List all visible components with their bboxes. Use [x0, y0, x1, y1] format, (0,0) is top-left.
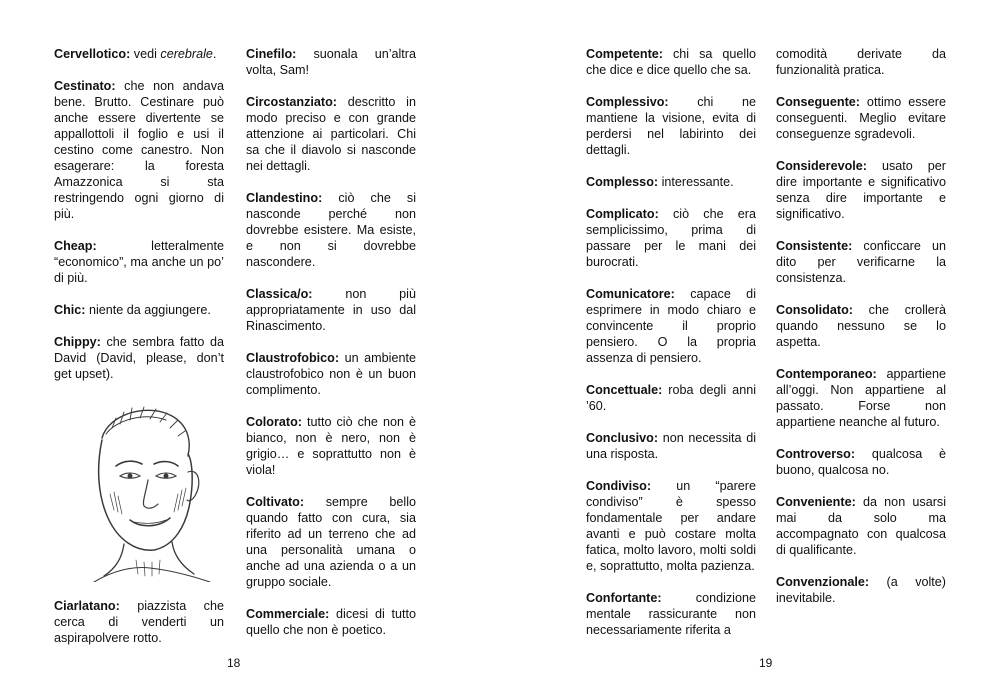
entry-definition: piazzista che cerca di venderti un aspirapolvere rotto. [54, 599, 224, 645]
entry-definition: non più appropriatamente in uso dal Rinascimento. [246, 287, 416, 333]
entry-term: Colorato: [246, 415, 302, 429]
entry-consistente [776, 238, 946, 286]
entry-cervellotico [54, 46, 224, 62]
entry-conveniente [776, 494, 946, 558]
entry-condiviso [586, 478, 756, 574]
column-1 [54, 46, 224, 662]
entry-claustrofobico [246, 350, 416, 398]
entry-definition: usato per dire importante e significativo senza dire importante e significativo. [776, 159, 946, 221]
entry-ciarlatano [54, 598, 224, 646]
entry-complicato [586, 206, 756, 270]
entry-comunicatore [586, 286, 756, 366]
entry-coltivato [246, 494, 416, 590]
entry-competente [586, 46, 756, 78]
entry-term: Concettuale: [586, 383, 663, 397]
entry-definition: capace di esprimere in modo chiaro e convincente il proprio pensiero. O la propria assenza di pensiero. [586, 287, 756, 365]
entry-term: Convenzionale: [776, 575, 870, 589]
entry-term: Chippy: [54, 335, 101, 349]
entry-considerevole [776, 158, 946, 222]
page-number-right: 19 [759, 656, 773, 670]
entry-definition-tail: . [212, 47, 217, 61]
entry-definition: chi ne mantiene la visione, evita di perdersi nel labirinto dei dettagli. [586, 95, 756, 157]
entry-definition: non necessita di una risposta. [586, 431, 756, 461]
entry-definition: condizione mentale rassicurante non necessariamente riferita a [586, 591, 756, 637]
entry-contemporaneo [776, 366, 946, 430]
entry-definition: tutto ciò che non è bianco, non è nero, non è grigio… e soprattutto non è viola! [246, 415, 416, 477]
entry-definition: ciò che si nasconde perché non dovrebbe esistere. Ma esiste, e non si dovrebbe nascondere. [246, 191, 416, 269]
entry-term: Classica/o: [246, 287, 313, 301]
entry-definition: ottimo essere conseguenti. Meglio evitare conseguenze sgradevoli. [776, 95, 946, 141]
entry-definition: chi sa quello che dice e dice quello che sa. [586, 47, 756, 77]
entry-term: Consistente: [776, 239, 853, 253]
entry-definition: ciò che era semplicissimo, prima di passare per le mani dei burocrati. [586, 207, 756, 269]
entry-term: Comunicatore: [586, 287, 675, 301]
entry-term: Controverso: [776, 447, 856, 461]
entry-term: Claustrofobico: [246, 351, 340, 365]
entry-definition: descritto in modo preciso e con grande attenzione ai particolari. Chi sa che il diavolo si nasconde nei dettagli. [246, 95, 416, 173]
entry-term: Circostanziato: [246, 95, 337, 109]
entry-controverso [776, 446, 946, 478]
entry-definition: suonala un’altra volta, Sam! [246, 47, 416, 77]
entry-term: Coltivato: [246, 495, 305, 509]
entry-term: Complessivo: [586, 95, 669, 109]
entry-definition: dicesi di tutto quello che non è poetico. [246, 607, 416, 637]
entry-term: Conveniente: [776, 495, 856, 509]
entry-definition: un “parere condiviso” è spesso fondamentale per andare avanti e può costare molta fatica, molto lavoro, molti soldi e, soprattutto, molta pazienza. [586, 479, 756, 573]
sketch-portrait-icon [54, 398, 224, 582]
entry-continuation [776, 46, 946, 78]
column-4 [776, 46, 946, 622]
column-3 [586, 46, 756, 654]
entry-complesso [586, 174, 756, 190]
entry-chic [54, 302, 224, 318]
entry-term: Cervellotico: [54, 47, 131, 61]
entry-term: Chic: [54, 303, 86, 317]
entry-colorato [246, 414, 416, 478]
entry-term: Clandestino: [246, 191, 323, 205]
entry-commerciale [246, 606, 416, 638]
entry-confortante [586, 590, 756, 638]
entry-definition: letteralmente “economico”, ma anche un po’ di più. [54, 239, 224, 285]
entry-term: Condiviso: [586, 479, 652, 493]
entry-definition: comodità derivate da funzionalità pratica. [776, 47, 946, 77]
entry-definition-italic: cerebrale [160, 47, 213, 61]
entry-definition: da non usarsi mai da solo ma accompagnato con qualcosa di qualificante. [776, 495, 946, 557]
entry-conclusivo [586, 430, 756, 462]
entry-term: Contemporaneo: [776, 367, 877, 381]
entry-definition: niente da aggiungere. [85, 303, 211, 317]
entry-chippy [54, 334, 224, 382]
entry-term: Commerciale: [246, 607, 330, 621]
entry-term: Cinefilo: [246, 47, 297, 61]
entry-definition: un ambiente claustrofobico non è un buon complimento. [246, 351, 416, 397]
entry-definition: che non andava bene. Brutto. Cestinare può anche essere divertente se appallottoli il foglio e usi il cestino come canestro. Non esagerare: la foresta Amazzonica si sta restringendo ogni giorno di più. [54, 79, 224, 221]
entry-term: Conseguente: [776, 95, 860, 109]
entry-term: Complesso: [586, 175, 659, 189]
entry-clandestino [246, 190, 416, 270]
entry-term: Consolidato: [776, 303, 853, 317]
entry-concettuale [586, 382, 756, 414]
entry-classica [246, 286, 416, 334]
entry-definition: interessante. [658, 175, 734, 189]
entry-term: Considerevole: [776, 159, 867, 173]
entry-term: Cheap: [54, 239, 97, 253]
entry-term: Complicato: [586, 207, 659, 221]
entry-definition: qualcosa è buono, qualcosa no. [776, 447, 946, 477]
entry-definition: roba degli anni ’60. [586, 383, 756, 413]
entry-consolidato [776, 302, 946, 350]
entry-cinefilo [246, 46, 416, 78]
entry-cestinato [54, 78, 224, 222]
entry-term: Cestinato: [54, 79, 116, 93]
entry-definition: appartiene all’oggi. Non appartiene al passato. Forse non appartiene neanche al futuro. [776, 367, 946, 429]
entry-term: Ciarlatano: [54, 599, 120, 613]
entry-conseguente [776, 94, 946, 142]
column-2 [246, 46, 416, 654]
entry-definition: conficcare un dito per verificarne la consistenza. [776, 239, 946, 285]
entry-definition: che crollerà quando nessuno se lo aspetta. [776, 303, 946, 349]
entry-term: Competente: [586, 47, 663, 61]
entry-term: Conclusivo: [586, 431, 659, 445]
entry-term: Confortante: [586, 591, 662, 605]
entry-convenzionale [776, 574, 946, 606]
entry-definition: che sembra fatto da David (David, please, don’t get upset). [54, 335, 224, 381]
page-number-left: 18 [227, 656, 241, 670]
entry-definition: sempre bello quando fatto con cura, sia riferito ad un terreno che ad una personalità umana o anche ad una azienda o a un gruppo sociale. [246, 495, 416, 589]
entry-complessivo [586, 94, 756, 158]
entry-definition: (a volte) inevitabile. [776, 575, 946, 605]
entry-cheap [54, 238, 224, 286]
entry-definition: vedi [130, 47, 161, 61]
entry-circostanziato [246, 94, 416, 174]
